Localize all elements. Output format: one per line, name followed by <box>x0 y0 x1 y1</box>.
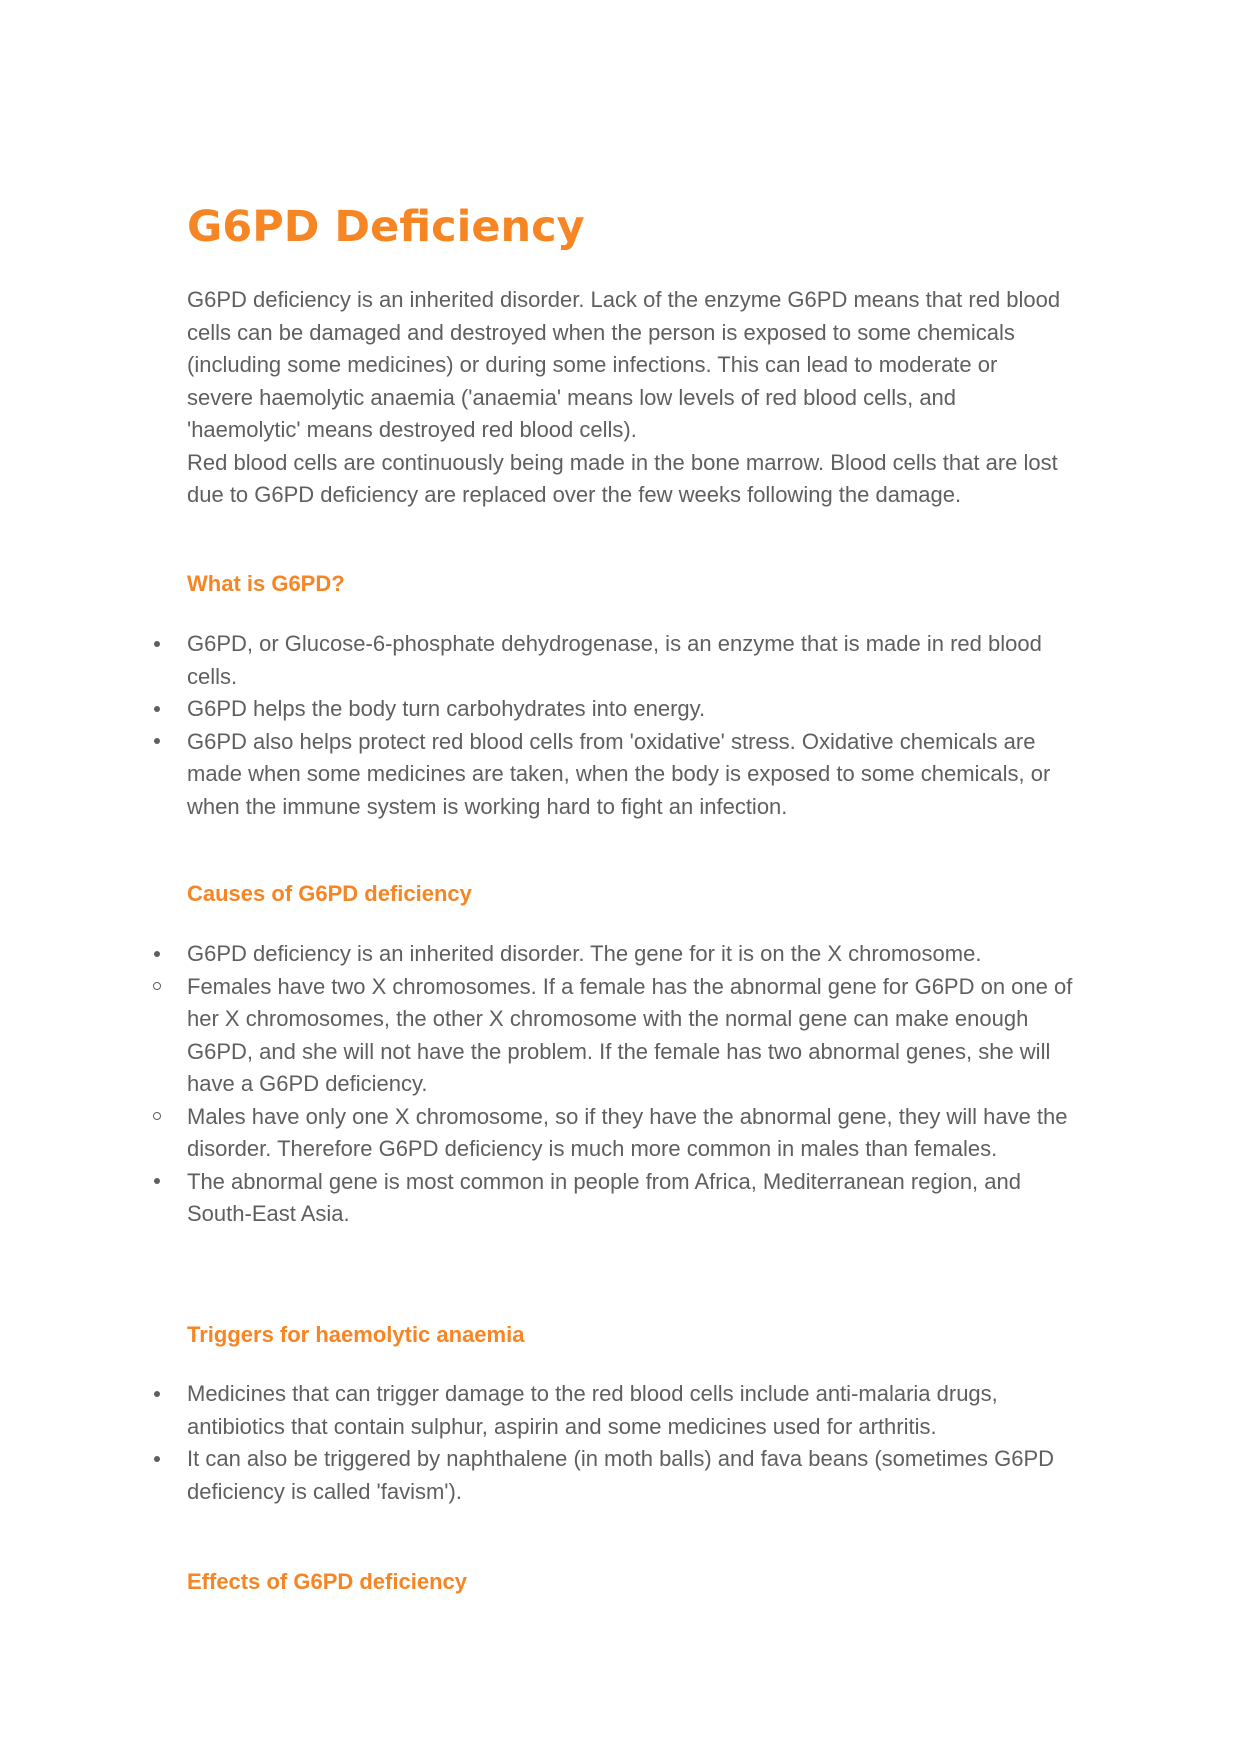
circle-bullet-icon <box>150 971 164 1004</box>
list-item-text: It can also be triggered by naphthalene (in moth balls) and fava beans (sometimes G6PD deficiency is called 'favism'). <box>187 1446 1055 1504</box>
list-item-text: G6PD, or Glucose-6-phosphate dehydrogenase, is an enzyme that is made in red blood cells. <box>187 631 1042 689</box>
list-item <box>0 971 1080 1101</box>
page-title: G6PD Deficiency <box>187 202 585 252</box>
list-item-text: Medicines that can trigger damage to the red blood cells include anti-malaria drugs, antibiotics that contain sulphur, aspirin and some medicines used for arthritis. <box>187 1381 998 1439</box>
bullet-icon <box>150 628 164 661</box>
list-item <box>0 1443 1080 1508</box>
triggers-list <box>0 1378 1080 1508</box>
causes-list <box>0 938 1080 1231</box>
intro-paragraph: G6PD deficiency is an inherited disorder. Lack of the enzyme G6PD means that red blood cells can be damaged and destroyed when the person is exposed to some chemicals (including some medicines) or during some infections. This can lead to moderate or severe haemolytic anaemia ('anaemia' means low levels of red blood cells, and 'haemolytic' means destroyed red blood cells). <box>187 287 1061 442</box>
bullet-icon <box>150 938 164 971</box>
bullet-icon <box>150 1443 164 1476</box>
intro-paragraph: Red blood cells are continuously being made in the bone marrow. Blood cells that are lost due to G6PD deficiency are replaced over the few weeks following the damage. <box>187 449 1058 507</box>
what-is-g6pd-list <box>0 628 1080 823</box>
intro-text <box>187 284 1067 512</box>
list-item-text: The abnormal gene is most common in people from Africa, Mediterranean region, and South-East Asia. <box>187 1168 1021 1226</box>
list-item-text: G6PD also helps protect red blood cells from 'oxidative' stress. Oxidative chemicals are made when some medicines are taken, when the body is exposed to some chemicals, or when the immune system is working hard to fight an infection. <box>187 728 1051 819</box>
bullet-icon <box>150 1378 164 1411</box>
circle-bullet-icon <box>150 1101 164 1134</box>
list-item <box>0 726 1080 824</box>
section-heading-triggers: Triggers for haemolytic anaemia <box>187 1322 525 1347</box>
section-heading-what-is-g6pd: What is G6PD? <box>187 571 345 596</box>
list-item <box>0 1378 1080 1443</box>
list-item-text: Females have two X chromosomes. If a female has the abnormal gene for G6PD on one of her X chromosomes, the other X chromosome with the normal gene can make enough G6PD, and she will not have the problem. If the female has two abnormal genes, she will have a G6PD deficiency. <box>187 973 1073 1096</box>
bullet-icon <box>150 1166 164 1199</box>
bullet-icon <box>150 726 164 759</box>
list-item-text: Males have only one X chromosome, so if they have the abnormal gene, they will have the disorder. Therefore G6PD deficiency is much more common in males than females. <box>187 1103 1068 1161</box>
list-item-text: G6PD deficiency is an inherited disorder. The gene for it is on the X chromosome. <box>187 941 982 966</box>
section-heading-causes: Causes of G6PD deficiency <box>187 881 472 906</box>
list-item <box>0 938 1080 971</box>
list-item <box>0 1101 1080 1166</box>
section-heading-effects: Effects of G6PD deficiency <box>187 1569 467 1594</box>
bullet-icon <box>150 693 164 726</box>
list-item-text: G6PD helps the body turn carbohydrates into energy. <box>187 696 706 721</box>
list-item <box>0 1166 1080 1231</box>
list-item <box>0 628 1080 693</box>
list-item <box>0 693 1080 726</box>
